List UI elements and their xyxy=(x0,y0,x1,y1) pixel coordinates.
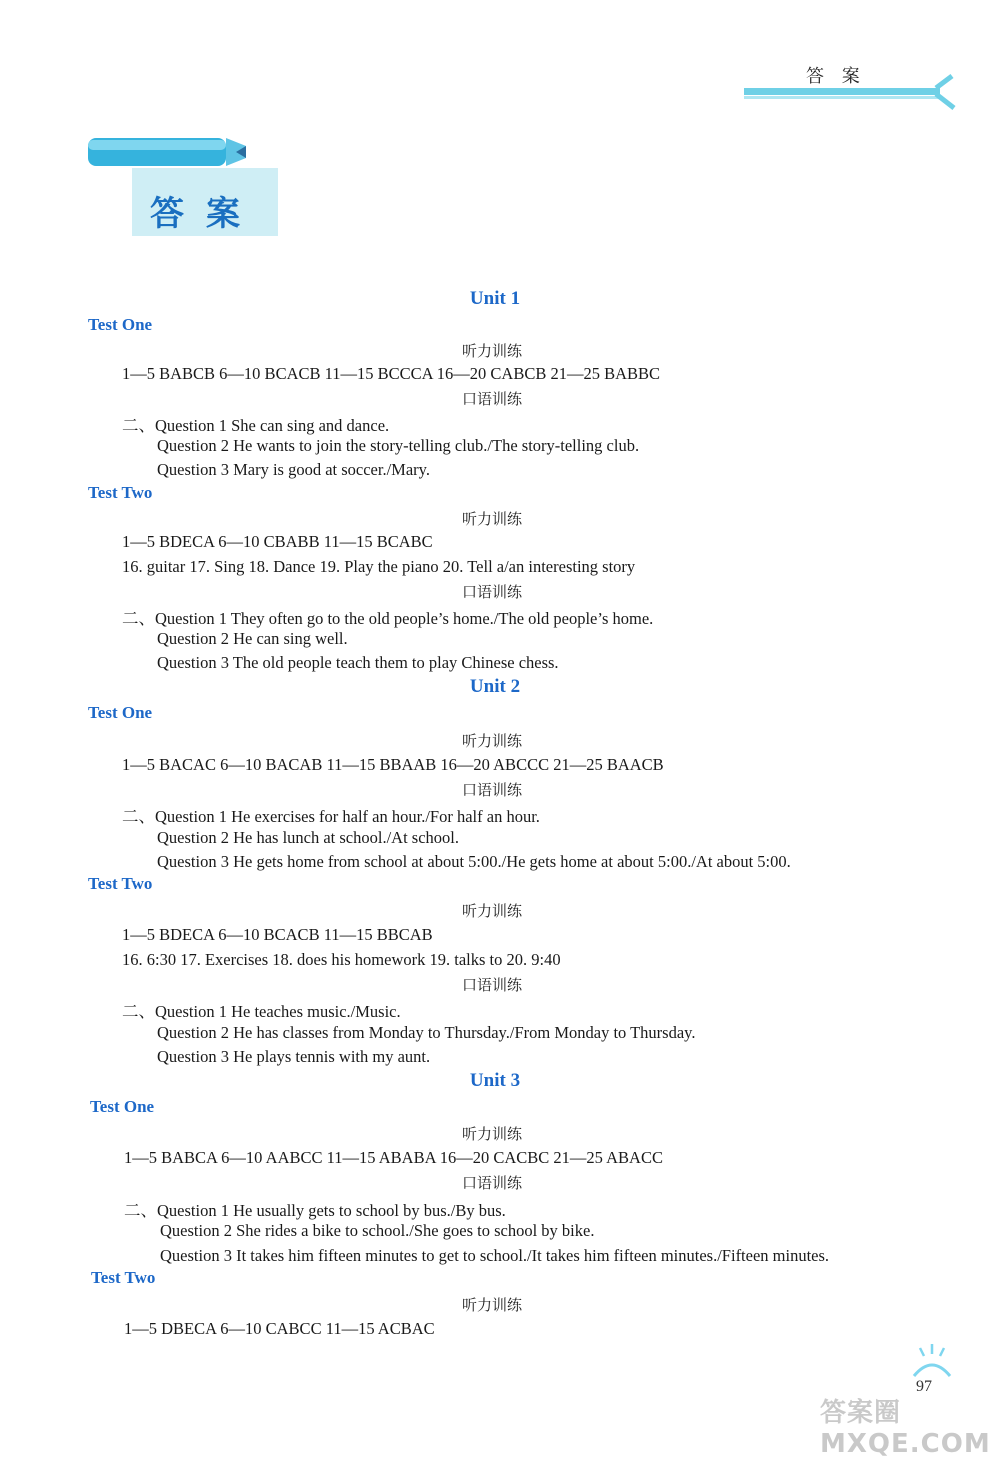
answer-line: 16. guitar 17. Sing 18. Dance 19. Play the piano 20. Tell a/an interesting story xyxy=(122,557,636,576)
listening-label: 听力训练 xyxy=(461,732,522,750)
oral-label: 口语训练 xyxy=(461,976,522,994)
question-line: Question 3 Mary is good at soccer./Mary. xyxy=(157,460,430,479)
question-line: Question 2 She rides a bike to school./She goes to school by bike. xyxy=(160,1221,595,1240)
header-bar-decoration xyxy=(740,74,960,112)
question-line: 二、Question 1 She can sing and dance. xyxy=(122,416,390,435)
listening-label: 听力训练 xyxy=(461,510,522,528)
unit-1-heading: Unit 1 xyxy=(469,288,521,309)
header-title: 答 案 xyxy=(806,66,866,87)
unit1-test-one-heading: Test One xyxy=(88,315,153,334)
oral-label: 口语训练 xyxy=(461,1174,522,1192)
question-line: Question 3 It takes him fifteen minutes to get to school./It takes him fifteen minutes./Fifteen minutes. xyxy=(160,1246,830,1265)
answer-line: 1—5 BDECA 6—10 CBABB 11—15 BCABC xyxy=(122,532,433,551)
unit3-test-two-heading: Test Two xyxy=(91,1268,156,1287)
question-line: Question 3 He gets home from school at about 5:00./He gets home at about 5:00./At about 5:00. xyxy=(157,852,791,871)
listening-label: 听力训练 xyxy=(461,1125,522,1143)
oral-label: 口语训练 xyxy=(461,390,522,408)
banner-title: 答案 xyxy=(150,194,262,234)
answer-line: 16. 6:30 17. Exercises 18. does his homework 19. talks to 20. 9:40 xyxy=(122,950,561,969)
listening-label: 听力训练 xyxy=(461,342,522,360)
answer-line: 1—5 BABCA 6—10 AABCC 11—15 ABABA 16—20 CACBC 21—25 ABACC xyxy=(124,1148,663,1167)
page-number: 97 xyxy=(916,1378,932,1395)
question-line: 二、Question 1 He usually gets to school by bus./By bus. xyxy=(124,1201,506,1220)
question-line: Question 2 He has classes from Monday to Thursday./From Monday to Thursday. xyxy=(157,1023,696,1042)
listening-label: 听力训练 xyxy=(461,902,522,920)
question-line: Question 2 He has lunch at school./At school. xyxy=(157,828,459,847)
question-line: Question 3 He plays tennis with my aunt. xyxy=(157,1047,431,1066)
answer-line: 1—5 BACAC 6—10 BACAB 11—15 BBAAB 16—20 ABCCC 21—25 BAACB xyxy=(122,755,664,774)
question-line: 二、Question 1 He exercises for half an hour./For half an hour. xyxy=(122,807,540,826)
answer-line: 1—5 BDECA 6—10 BCACB 11—15 BBCAB xyxy=(122,925,433,944)
unit2-test-one-heading: Test One xyxy=(88,703,153,722)
question-line: 二、Question 1 He teaches music./Music. xyxy=(122,1002,401,1021)
answer-line: 1—5 BABCB 6—10 BCACB 11—15 BCCCA 16—20 CABCB 21—25 BABBC xyxy=(122,364,661,383)
unit-2-heading: Unit 2 xyxy=(469,676,521,697)
unit2-test-two-heading: Test Two xyxy=(88,874,153,893)
watermark-logo: 答案圈 MXQE.COM xyxy=(820,1398,991,1459)
unit3-test-one-heading: Test One xyxy=(90,1097,155,1116)
listening-label: 听力训练 xyxy=(461,1296,522,1314)
question-line: Question 2 He wants to join the story-telling club./The story-telling club. xyxy=(157,436,640,455)
unit1-test-two-heading: Test Two xyxy=(88,483,153,502)
oral-label: 口语训练 xyxy=(461,781,522,799)
question-line: Question 2 He can sing well. xyxy=(157,629,348,648)
question-line: Question 3 The old people teach them to play Chinese chess. xyxy=(157,653,559,672)
oral-label: 口语训练 xyxy=(461,583,522,601)
answer-line: 1—5 DBECA 6—10 CABCC 11—15 ACBAC xyxy=(124,1319,435,1338)
sun-icon xyxy=(906,1340,958,1380)
unit-3-heading: Unit 3 xyxy=(469,1070,521,1091)
question-line: 二、Question 1 They often go to the old people’s home./The old people’s home. xyxy=(122,609,654,628)
